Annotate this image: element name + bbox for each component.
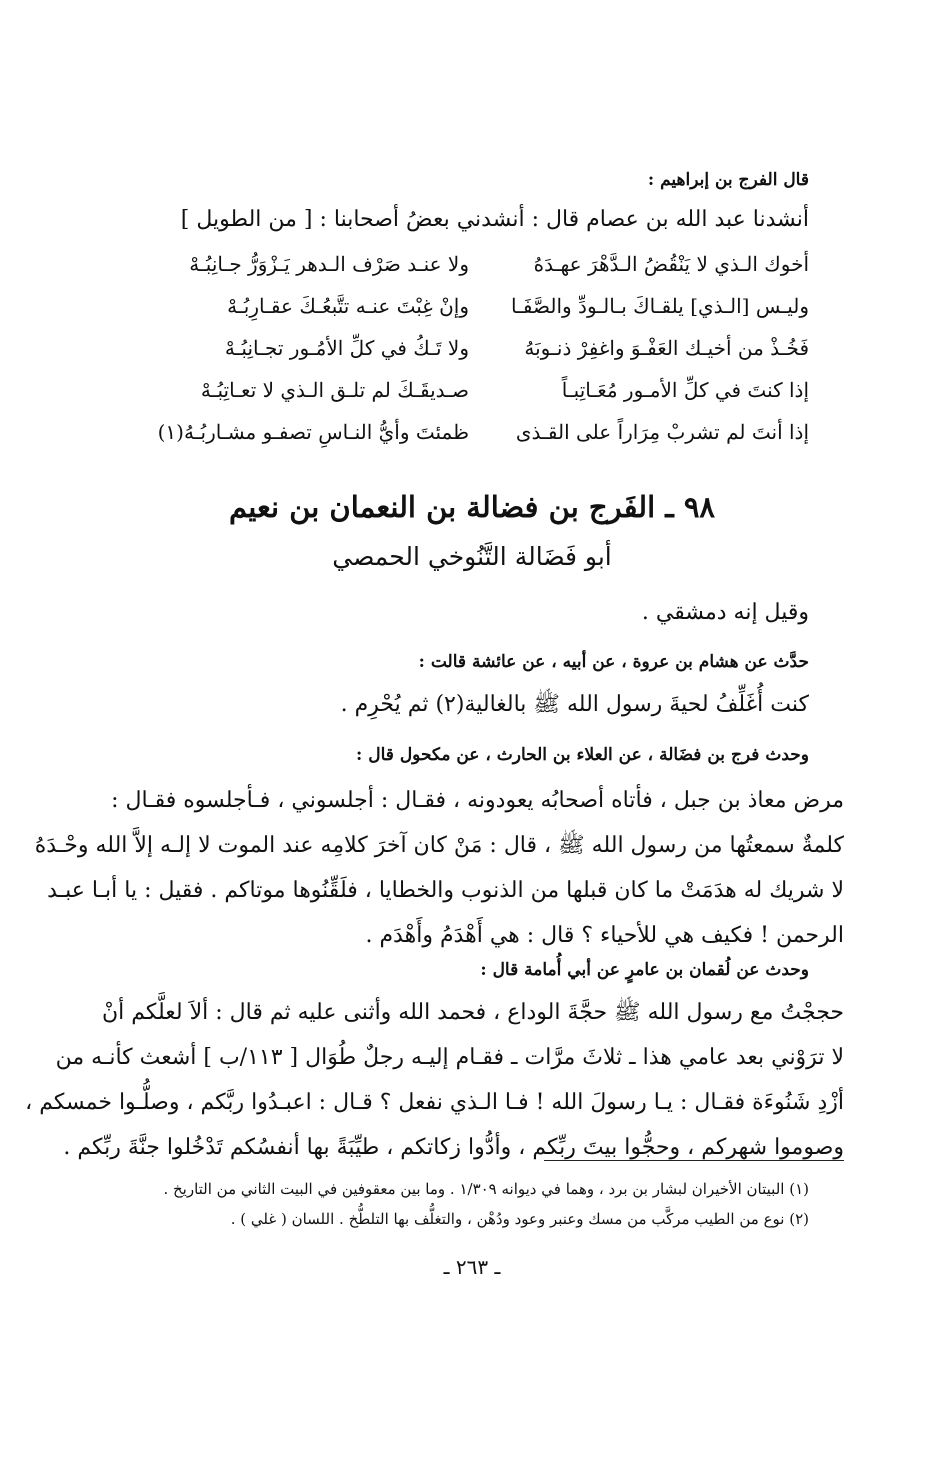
page-number: ـ ٢٦٣ ـ — [443, 1255, 501, 1279]
intro-line-1: قال الفرج بن إبراهيم : — [647, 170, 809, 190]
paragraph-line: لا ترَوْني بعد عامي هذا ـ ثلاثَ مرَّات ـ فقـام إليـه رجلٌ طُوَال [ ١١٣/ب ] أشعث كأنـه من — [55, 1045, 844, 1070]
paragraph-origin: وقيل إنه دمشقي . — [641, 600, 809, 625]
footnote-2: (٢) نوع من الطيب مركَّب من مسك وعنبر وعود ودُهْن ، والتغلُّف بها التلطُّخ . اللسان ( غلي ) . — [230, 1210, 809, 1228]
verse-first-hemistich: إذا كنتَ في كلِّ الأمـور مُعَـاتِبـاً — [561, 378, 809, 402]
isnad-3: وحدث عن لُقمان بن عامرٍ عن أبي أُمامة قال : — [480, 960, 809, 980]
verse-second-hemistich: ولا تَـكُ في كلِّ الأمُـور تجـانِبُـهْ — [224, 336, 469, 360]
paragraph-line: كلمةٌ سمعتُها من رسول الله ﷺ ، قال : مَنْ كان آخرَ كلامِه عند الموت لا إلـه إلاَّ الله وحْـدَهُ — [34, 833, 844, 858]
verse-second-hemistich: صـديقَـكَ لم تلـق الـذي لا تعـاتِبُـهْ — [200, 378, 469, 402]
paragraph-line: وصوموا شهركم ، وحجُّوا بيتَ ربِّكم ، وأدُّوا زكاتكم ، طيِّبَةً بها أنفسُكم تَدْخُلوا جنَّةَ ربِّكم . — [63, 1135, 844, 1160]
paragraph-line: أزْدِ شَنُوءَة فقـال : يـا رسولَ الله ! فـا الـذي نفعل ؟ قـال : اعبـدُوا ربَّكم ، وصلُّـوا خمسكم ، — [25, 1090, 844, 1115]
isnad-2: وحدث فرج بن فضَالة ، عن العلاء بن الحارث ، عن مكحول قال : — [356, 745, 809, 765]
footnote-1: (١) البيتان الأخيران لبشار بن برد ، وهما في ديوانه ١/٣٠٩ . وما بين معقوفين في البيت الثاني من التاريخ . — [163, 1180, 809, 1198]
verse-first-hemistich: فَخُـذْ من أخيـك العَفْـوَ واغفِرْ ذنـوبَهُ — [524, 336, 809, 360]
verse-first-hemistich: أخوك الـذي لا يَنْقُضُ الـدَّهْرَ عهـدَهُ — [533, 252, 809, 276]
paragraph-line: حججْتُ مع رسول الله ﷺ حجَّةَ الوداع ، فحمد الله وأثنى عليه ثم قال : ألاَ لعلَّكم أنْ — [101, 1000, 844, 1025]
paragraph-line: الرحمن ! فكيف هي للأحياء ؟ قال : هي أَهْدَمُ وأَهْدَم . — [365, 923, 844, 948]
hadith-1: كنت أُغَلِّفُ لحيةَ رسول الله ﷺ بالغالية(٢) ثم يُحْرِم . — [340, 692, 809, 717]
intro-line-2: أنشدنا عبد الله بن عصام قال : أنشدني بعضُ أصحابنا : [ من الطويل ] — [180, 207, 809, 232]
paragraph-3 — [25, 990, 844, 1170]
verse — [129, 378, 809, 414]
verse — [129, 294, 809, 330]
verse-second-hemistich: ظمئتَ وأيُّ النـاسِ تصفـو مشـاربُـهُ(١) — [157, 420, 469, 444]
paragraph-line: لا شريك له هدَمَتْ ما كان قبلها من الذنوب والخطايا ، فلَقِّنُوها موتاكم . فقيل : يا أبـا عبـد — [47, 878, 844, 903]
paragraph-2 — [34, 778, 844, 958]
verse-second-hemistich: وإنْ غِبْتَ عنـه تتَّبعُـكَ عقـارِبُـهْ — [227, 294, 469, 318]
verse-second-hemistich: ولا عنـد صَرْف الـدهر يَـزْوَرُّ جـانِبُـهْ — [189, 252, 469, 276]
verse-first-hemistich: إذا أنتَ لم تشربْ مِرَاراً على القـذى — [515, 420, 809, 444]
verse-first-hemistich: وليـس [الـذي] يلقـاكَ بـالـودِّ والصَّفَـا — [510, 294, 809, 318]
entry-title: ٩٨ ـ الفَرج بن فضالة بن النعمان بن نعيم — [228, 490, 716, 524]
verse — [129, 336, 809, 372]
isnad-1: حدَّث عن هشام بن عروة ، عن أبيه ، عن عائشة قالت : — [418, 652, 809, 672]
footnote-divider — [544, 1160, 844, 1161]
verse — [129, 252, 809, 288]
entry-subtitle: أبو فَضَالة التَّنُوخي الحمصي — [332, 542, 612, 571]
verse — [129, 420, 809, 456]
paragraph-line: مرض معاذ بن جبل ، فأتاه أصحابُه يعودونه ، فقـال : أجلسوني ، فـأجلسوه فقـال : — [111, 788, 844, 813]
